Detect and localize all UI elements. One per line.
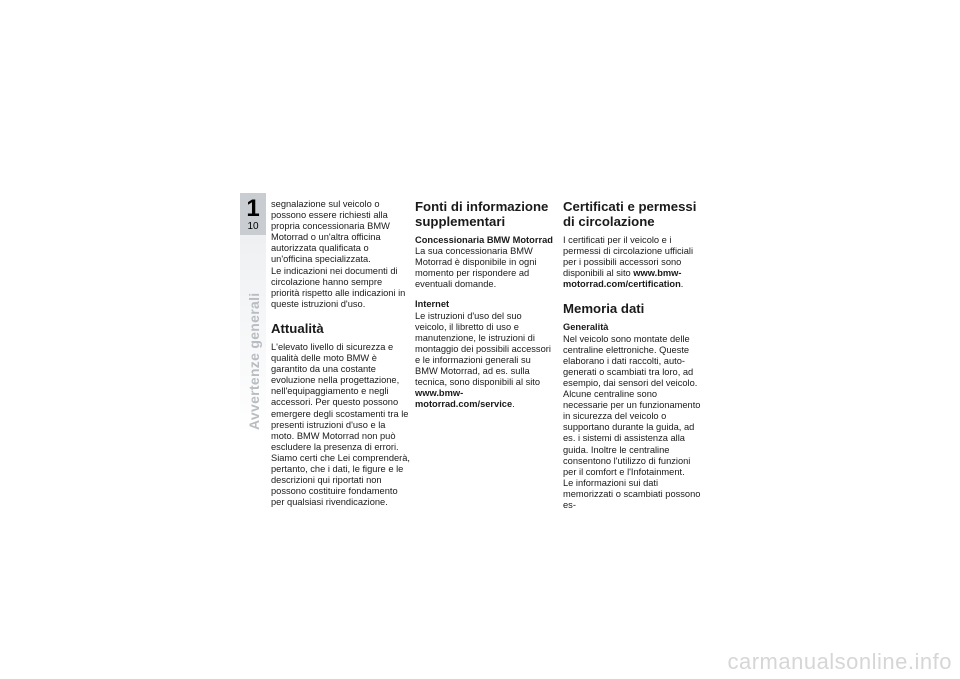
- paragraph: Nel veicolo sono montate delle centraline elettroniche. Queste elaborano i dati raccolti, auto-generati o scambiati tra loro, ad esempio, dai sensori del veicolo. Alcune centraline sono necessarie per un funzionamento in sicurezza del veicolo o supportano durante la guida, ad es. i sistemi di assistenza alla guida. Inoltre le centraline consentono l'utilizzo di funzioni per il comfort e l'Infotainment.: [563, 333, 701, 477]
- paragraph: La sua concessionaria BMW Motorrad è disponibile in ogni momento per rispondere ad eventuali domande.: [415, 246, 537, 290]
- chapter-side-title: Avvertenze generali: [246, 292, 262, 430]
- period: .: [512, 399, 515, 410]
- paragraph: segnalazione sul veicolo o possono essere richiesti alla propria concessionaria BMW Motorrad o un'altra officina autorizzata qualificata o un'officina specializzata.: [271, 199, 390, 265]
- section-heading-certificati: Certificati e permessi di circolazione: [563, 199, 697, 229]
- certification-link[interactable]: www.bmw-motorrad.com/certification: [563, 268, 682, 290]
- section-heading-memoria: Memoria dati: [563, 301, 645, 317]
- page-number: 10: [247, 221, 259, 232]
- period: .: [680, 279, 684, 290]
- watermark: carmanualsonline.info: [727, 649, 952, 674]
- subheading-internet: Internet: [415, 299, 450, 310]
- chapter-number: 1: [246, 195, 260, 222]
- subheading-concessionaria: Concessionaria BMW Motorrad: [415, 235, 553, 245]
- column-2: [415, 199, 555, 410]
- paragraph: Le informazioni sui dati memorizzati o scambiati possono es-: [563, 477, 701, 510]
- column-3: [563, 199, 703, 511]
- paragraph-text: I certificati per il veicolo e i permessi di circolazione ufficiali per i possibili accessori sono disponibili al sito: [563, 235, 694, 279]
- column-1: [271, 199, 411, 508]
- paragraph: L'elevato livello di sicurezza e qualità delle moto BMW è garantito da una costante evoluzione nella progettazione, nell'equipaggiamento e negli accessori. Per questo possono emergere degli scostamenti tra le presenti istruzioni d'uso e la moto. BMW Motorrad non può escludere la presenza di errori. Siamo certi che Lei comprenderà, pertanto, che i dati, le figure e le descrizioni qui riportati non possono costituire fondamento per qualsiasi rivendicazione.: [271, 341, 411, 508]
- subheading-generalita: Generalità: [563, 322, 609, 333]
- chapter-tab: [240, 193, 266, 235]
- paragraph: [415, 311, 555, 411]
- section-heading-attualita: Attualità: [271, 320, 324, 336]
- paragraph: [563, 235, 703, 290]
- paragraph-text: Le istruzioni d'uso del suo veicolo, il libretto di uso e manutenzione, le istruzioni di montaggio dei possibili accessori e le informazioni generali su BMW Motorrad, ad es. sulla tecnica, sono disponibili al sito: [415, 310, 551, 388]
- section-heading-fonti: Fonti di informazione supplementari: [415, 199, 549, 229]
- paragraph: Le indicazioni nei documenti di circolazione hanno sempre priorità rispetto alle indicazioni in queste istruzioni d'uso.: [271, 265, 406, 309]
- service-link[interactable]: www.bmw-motorrad.com/service: [415, 388, 513, 410]
